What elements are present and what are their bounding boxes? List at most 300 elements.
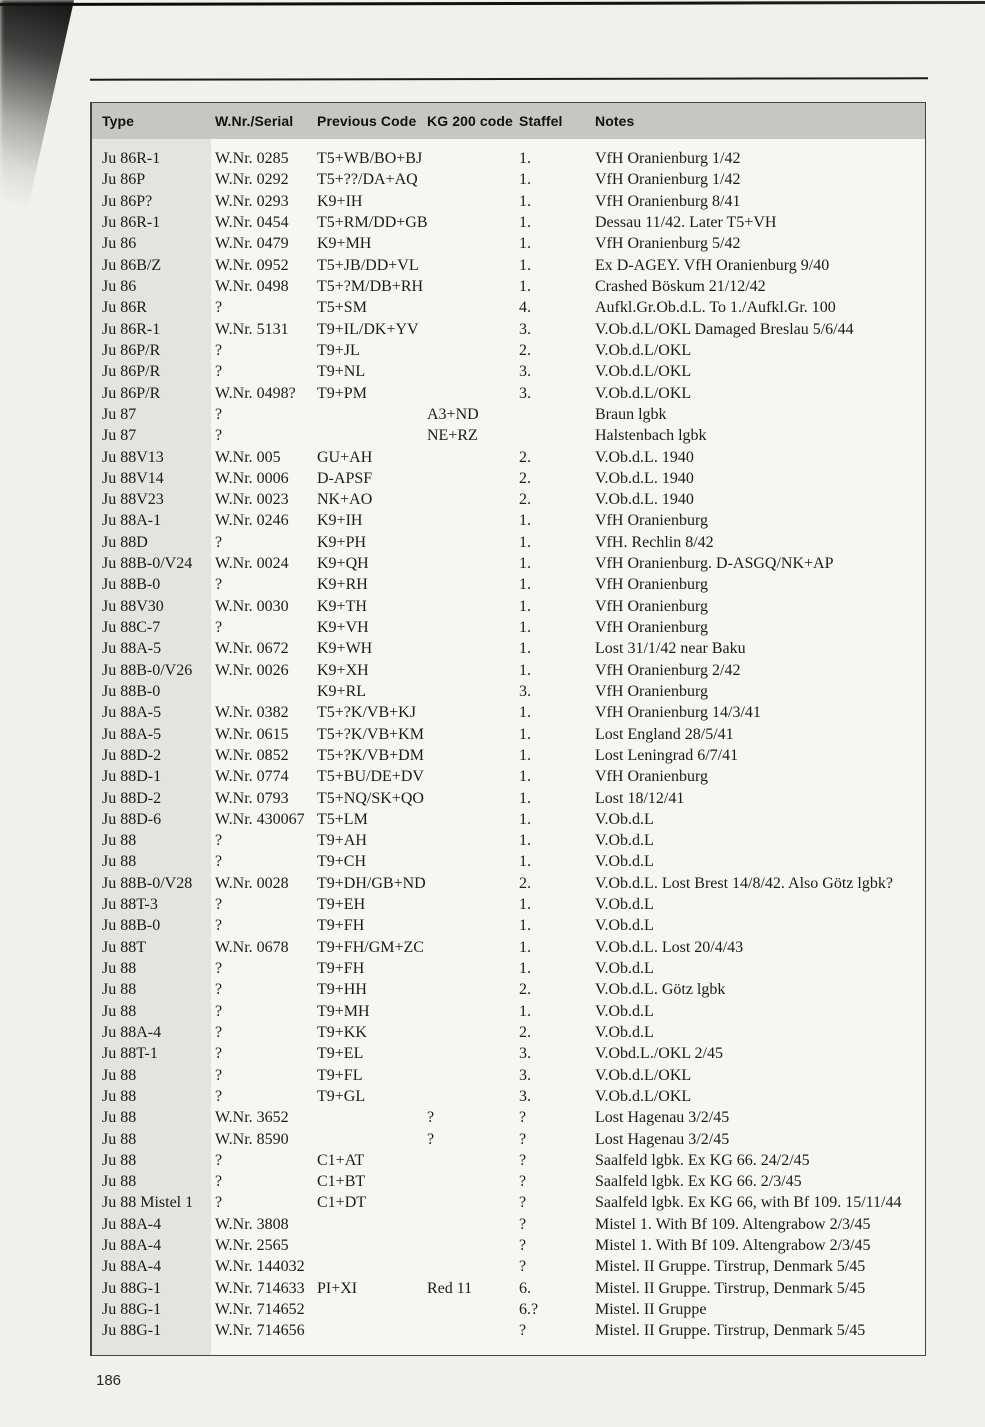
cell-serial: ?	[215, 896, 223, 914]
cell-notes: V.Ob.d.L/OKL	[595, 363, 692, 381]
cell-notes: V.Ob.d.L/OKL Damaged Breslau 5/6/44	[595, 320, 854, 338]
cell-notes: V.Ob.d.L	[595, 1002, 654, 1020]
cell-notes: VfH Oranienburg 1/42	[595, 171, 741, 189]
cell-type: Ju 88B-0	[102, 917, 161, 935]
cell-notes: V.Ob.d.L	[595, 1023, 654, 1041]
cell-previous-code: T5+?M/DB+RH	[317, 278, 424, 296]
cell-staffel: 1.	[519, 597, 531, 615]
cell-staffel: 1.	[519, 746, 531, 764]
table-row	[92, 297, 925, 318]
cell-notes: Mistel. II Gruppe. Tirstrup, Denmark 5/45	[595, 1279, 866, 1297]
cell-notes: Braun lgbk	[595, 405, 667, 423]
cell-kg200-code: ?	[427, 1109, 435, 1127]
cell-staffel: 6.?	[519, 1301, 539, 1319]
cell-previous-code: K9+MH	[317, 235, 372, 253]
cell-previous-code: T5+?K/VB+DM	[317, 746, 424, 764]
cell-previous-code: T9+EL	[317, 1045, 364, 1063]
cell-serial: W.Nr. 0026	[215, 661, 289, 679]
cell-type: Ju 88G-1	[102, 1279, 162, 1297]
cell-staffel: ?	[519, 1173, 527, 1191]
table-row	[92, 1043, 925, 1064]
cell-type: Ju 88A-5	[102, 640, 162, 658]
table-row	[92, 873, 925, 894]
cell-notes: V.Ob.d.L/OKL	[595, 1087, 692, 1105]
cell-staffel: 1.	[519, 938, 531, 956]
cell-serial: ?	[215, 341, 223, 359]
cell-staffel: 1.	[519, 256, 531, 274]
cell-kg200-code: A3+ND	[427, 405, 479, 423]
cell-type: Ju 88B-0/V26	[102, 661, 193, 679]
table-row	[92, 382, 925, 403]
table-row	[92, 638, 925, 659]
table-row	[92, 681, 925, 702]
cell-type: Ju 88	[102, 832, 137, 850]
cell-type: Ju 86R-1	[102, 320, 161, 338]
cell-type: Ju 86R-1	[102, 214, 161, 232]
cell-staffel: 2.	[519, 448, 531, 466]
cell-previous-code: T5+JB/DD+VL	[317, 256, 419, 274]
cell-notes: VfH Oranienburg	[595, 768, 709, 786]
cell-notes: V.Ob.d.L. 1940	[595, 469, 694, 487]
cell-serial: W.Nr. 3808	[215, 1215, 289, 1233]
table-row	[92, 446, 925, 467]
cell-previous-code: K9+TH	[317, 597, 367, 615]
header-serial: W.Nr./Serial	[215, 113, 294, 129]
cell-previous-code: C1+BT	[317, 1173, 366, 1191]
cell-serial: ?	[215, 917, 223, 935]
cell-previous-code: T5+NQ/SK+QO	[317, 789, 424, 807]
header-previous-code: Previous Code	[317, 113, 417, 129]
cell-type: Ju 86P/R	[102, 341, 161, 359]
cell-serial: W.Nr. 0479	[215, 235, 289, 253]
table-row	[92, 489, 925, 510]
table-row	[92, 169, 925, 190]
cell-staffel: 1.	[519, 150, 531, 168]
table-row	[92, 276, 925, 297]
cell-staffel: 3.	[519, 384, 531, 402]
table-row	[92, 319, 925, 340]
cell-serial: W.Nr. 0774	[215, 768, 289, 786]
cell-previous-code: T9+FH	[317, 960, 365, 978]
table-row	[92, 745, 925, 766]
cell-type: Ju 88 Mistel 1	[102, 1194, 194, 1212]
cell-type: Ju 86P?	[102, 192, 153, 210]
cell-type: Ju 88A-4	[102, 1023, 162, 1041]
cell-serial: ?	[215, 960, 223, 978]
cell-staffel: 1.	[519, 725, 531, 743]
cell-notes: VfH Oranienburg. D-ASGQ/NK+AP	[595, 555, 834, 573]
table-row	[92, 958, 925, 979]
cell-type: Ju 88G-1	[102, 1301, 162, 1319]
cell-staffel: 1.	[519, 192, 531, 210]
cell-notes: V.Ob.d.L. Lost 20/4/43	[595, 938, 744, 956]
cell-previous-code: T5+?K/VB+KM	[317, 725, 424, 743]
table-row	[92, 1214, 925, 1235]
cell-previous-code: T5+WB/BO+BJ	[317, 150, 423, 168]
cell-serial: W.Nr. 714652	[215, 1301, 305, 1319]
cell-previous-code: GU+AH	[317, 448, 373, 466]
cell-notes: V.Ob.d.L. Lost Brest 14/8/42. Also Götz lgbk?	[595, 874, 893, 892]
cell-type: Ju 88V13	[102, 448, 164, 466]
table-row	[92, 404, 925, 425]
cell-serial: W.Nr. 714656	[215, 1322, 305, 1340]
cell-serial: W.Nr. 0030	[215, 597, 289, 615]
cell-previous-code: T5+??/DA+AQ	[317, 171, 418, 189]
cell-serial: ?	[215, 299, 223, 317]
cell-type: Ju 88T	[102, 938, 146, 956]
cell-staffel: 2.	[519, 491, 531, 509]
cell-previous-code: T9+MH	[317, 1002, 370, 1020]
cell-serial: ?	[215, 427, 223, 445]
cell-previous-code: T9+NL	[317, 363, 366, 381]
cell-serial: W.Nr. 2565	[215, 1237, 289, 1255]
cell-staffel: 1.	[519, 214, 531, 232]
cell-notes: V.Ob.d.L	[595, 853, 654, 871]
cell-previous-code: K9+RH	[317, 576, 368, 594]
cell-notes: Lost England 28/5/41	[595, 725, 734, 743]
cell-notes: Mistel. II Gruppe	[595, 1301, 707, 1319]
table-row	[92, 937, 925, 958]
cell-previous-code: T5+SM	[317, 299, 367, 317]
table-row	[92, 1192, 925, 1213]
table-row	[92, 1256, 925, 1277]
cell-staffel: 1.	[519, 533, 531, 551]
table-row	[92, 702, 925, 723]
cell-staffel: 1.	[519, 278, 531, 296]
cell-type: Ju 88	[102, 1087, 137, 1105]
cell-staffel: 2.	[519, 981, 531, 999]
cell-notes: Mistel 1. With Bf 109. Altengrabow 2/3/45	[595, 1215, 871, 1233]
cell-staffel: 1.	[519, 576, 531, 594]
cell-staffel: 2.	[519, 341, 531, 359]
cell-serial: W.Nr. 0292	[215, 171, 289, 189]
cell-serial: W.Nr. 0023	[215, 491, 289, 509]
cell-serial: W.Nr. 5131	[215, 320, 289, 338]
cell-previous-code: T9+HH	[317, 981, 367, 999]
cell-type: Ju 86R-1	[102, 150, 161, 168]
cell-type: Ju 86	[102, 235, 137, 253]
cell-type: Ju 88	[102, 981, 137, 999]
cell-serial: ?	[215, 1002, 223, 1020]
table-row	[92, 1171, 925, 1192]
cell-notes: VfH Oranienburg 5/42	[595, 235, 741, 253]
cell-staffel: 1.	[519, 512, 531, 530]
header-staffel: Staffel	[519, 113, 563, 129]
cell-serial: ?	[215, 1151, 223, 1169]
cell-staffel: 3.	[519, 1045, 531, 1063]
cell-previous-code: T5+BU/DE+DV	[317, 768, 424, 786]
cell-notes: Dessau 11/42. Later T5+VH	[595, 214, 777, 232]
cell-type: Ju 88	[102, 853, 137, 871]
cell-type: Ju 88T-1	[102, 1045, 158, 1063]
cell-type: Ju 88B-0	[102, 682, 161, 700]
cell-notes: Mistel. II Gruppe. Tirstrup, Denmark 5/45	[595, 1322, 866, 1340]
cell-serial: W.Nr. 0793	[215, 789, 289, 807]
cell-notes: Ex D-AGEY. VfH Oranienburg 9/40	[595, 256, 830, 274]
cell-staffel: 3.	[519, 320, 531, 338]
cell-staffel: 1.	[519, 960, 531, 978]
table-row	[92, 574, 925, 595]
table-body	[92, 148, 925, 1342]
cell-staffel: 1.	[519, 619, 531, 637]
cell-serial: W.Nr. 0382	[215, 704, 289, 722]
cell-notes: Lost Leningrad 6/7/41	[595, 746, 739, 764]
cell-type: Ju 88A-4	[102, 1258, 162, 1276]
cell-previous-code: T9+DH/GB+ND	[317, 874, 426, 892]
cell-previous-code: D-APSF	[317, 469, 373, 487]
cell-type: Ju 88A-1	[102, 512, 162, 530]
cell-type: Ju 88D-1	[102, 768, 162, 786]
cell-staffel: 1.	[519, 832, 531, 850]
scan-edge-artifact	[0, 1, 985, 6]
cell-type: Ju 88A-4	[102, 1215, 162, 1233]
cell-type: Ju 88B-0/V24	[102, 555, 193, 573]
cell-type: Ju 88A-5	[102, 704, 162, 722]
cell-type: Ju 88V30	[102, 597, 164, 615]
cell-notes: V.Ob.d.L	[595, 810, 654, 828]
cell-serial: W.Nr. 0454	[215, 214, 289, 232]
cell-type: Ju 86P/R	[102, 384, 161, 402]
cell-serial: ?	[215, 832, 223, 850]
cell-staffel: 1.	[519, 235, 531, 253]
table-row	[92, 1299, 925, 1320]
cell-previous-code: K9+QH	[317, 555, 369, 573]
table-row	[92, 617, 925, 638]
table-row	[92, 596, 925, 617]
cell-previous-code: K9+PH	[317, 533, 367, 551]
cell-type: Ju 88D-2	[102, 746, 162, 764]
table-row	[92, 1107, 925, 1128]
cell-previous-code: T9+GL	[317, 1087, 366, 1105]
cell-type: Ju 87	[102, 405, 137, 423]
table-row	[92, 766, 925, 787]
cell-previous-code: T9+CH	[317, 853, 367, 871]
cell-notes: V.Ob.d.L/OKL	[595, 1066, 692, 1084]
cell-previous-code: C1+AT	[317, 1151, 365, 1169]
cell-staffel: 1.	[519, 1002, 531, 1020]
cell-staffel: 2.	[519, 1023, 531, 1041]
table-row	[92, 915, 925, 936]
cell-notes: VfH. Rechlin 8/42	[595, 533, 714, 551]
cell-type: Ju 88	[102, 1109, 137, 1127]
table-row	[92, 361, 925, 382]
cell-staffel: 3.	[519, 1066, 531, 1084]
table-row	[92, 1320, 925, 1341]
cell-type: Ju 88T-3	[102, 896, 158, 914]
cell-notes: VfH Oranienburg	[595, 682, 709, 700]
cell-type: Ju 88V23	[102, 491, 164, 509]
table-row	[92, 553, 925, 574]
cell-notes: Lost 18/12/41	[595, 789, 685, 807]
cell-serial: ?	[215, 1023, 223, 1041]
table-row	[92, 1150, 925, 1171]
cell-type: Ju 86P	[102, 171, 146, 189]
cell-notes: Halstenbach lgbk	[595, 427, 707, 445]
table-row	[92, 425, 925, 446]
cell-staffel: 1.	[519, 896, 531, 914]
cell-previous-code: NK+AO	[317, 491, 373, 509]
cell-serial: W.Nr. 0028	[215, 874, 289, 892]
cell-serial: W.Nr. 0678	[215, 938, 289, 956]
cell-serial: ?	[215, 981, 223, 999]
cell-notes: VfH Oranienburg	[595, 619, 709, 637]
cell-previous-code: T9+FH	[317, 917, 365, 935]
cell-notes: V.Ob.d.L. 1940	[595, 448, 694, 466]
cell-type: Ju 88B-0	[102, 576, 161, 594]
cell-notes: V.Obd.L./OKL 2/45	[595, 1045, 723, 1063]
cell-previous-code: K9+IH	[317, 192, 363, 210]
table-row	[92, 830, 925, 851]
cell-serial: W.Nr. 430067	[215, 810, 305, 828]
cell-serial: W.Nr. 0672	[215, 640, 289, 658]
cell-notes: V.Ob.d.L/OKL	[595, 384, 692, 402]
cell-serial: W.Nr. 0615	[215, 725, 289, 743]
cell-serial: W.Nr. 0498	[215, 278, 289, 296]
cell-staffel: 1.	[519, 917, 531, 935]
cell-notes: Mistel 1. With Bf 109. Altengrabow 2/3/45	[595, 1237, 871, 1255]
cell-staffel: ?	[519, 1215, 527, 1233]
cell-notes: VfH Oranienburg 8/41	[595, 192, 741, 210]
cell-previous-code: K9+WH	[317, 640, 373, 658]
table-row	[92, 532, 925, 553]
cell-kg200-code: NE+RZ	[427, 427, 478, 445]
cell-type: Ju 88D-6	[102, 810, 162, 828]
cell-previous-code: T9+FL	[317, 1066, 363, 1084]
table-row	[92, 1022, 925, 1043]
cell-staffel: 1.	[519, 853, 531, 871]
cell-previous-code: K9+XH	[317, 661, 369, 679]
cell-staffel: 3.	[519, 682, 531, 700]
cell-type: Ju 86R	[102, 299, 147, 317]
cell-serial: W.Nr. 0293	[215, 192, 289, 210]
cell-notes: Lost 31/1/42 near Baku	[595, 640, 746, 658]
cell-notes: Saalfeld lgbk. Ex KG 66. 24/2/45	[595, 1151, 810, 1169]
cell-staffel: ?	[519, 1194, 527, 1212]
cell-serial: W.Nr. 0285	[215, 150, 289, 168]
cell-type: Ju 88V14	[102, 469, 164, 487]
cell-type: Ju 88B-0/V28	[102, 874, 193, 892]
cell-previous-code: T9+JL	[317, 341, 360, 359]
cell-notes: VfH Oranienburg 14/3/41	[595, 704, 761, 722]
cell-notes: Aufkl.Gr.Ob.d.L. To 1./Aufkl.Gr. 100	[595, 299, 836, 317]
cell-notes: VfH Oranienburg 1/42	[595, 150, 741, 168]
cell-type: Ju 88	[102, 1173, 137, 1191]
table-row	[92, 1235, 925, 1256]
cell-staffel: ?	[519, 1151, 527, 1169]
cell-serial: ?	[215, 1194, 223, 1212]
cell-staffel: ?	[519, 1130, 527, 1148]
cell-serial: W.Nr. 144032	[215, 1258, 305, 1276]
table-row	[92, 851, 925, 872]
table-row	[92, 468, 925, 489]
cell-previous-code: C1+DT	[317, 1194, 367, 1212]
cell-type: Ju 88	[102, 960, 137, 978]
table-row	[92, 148, 925, 169]
cell-staffel: 6.	[519, 1279, 531, 1297]
cell-notes: Lost Hagenau 3/2/45	[595, 1130, 730, 1148]
cell-notes: Lost Hagenau 3/2/45	[595, 1109, 730, 1127]
cell-notes: V.Ob.d.L. Götz lgbk	[595, 981, 726, 999]
cell-notes: Saalfeld lgbk. Ex KG 66. 2/3/45	[595, 1173, 802, 1191]
top-rule	[90, 77, 928, 80]
table-row	[92, 1064, 925, 1085]
table-row	[92, 191, 925, 212]
table-row	[92, 1001, 925, 1022]
cell-previous-code: K9+IH	[317, 512, 363, 530]
cell-staffel: ?	[519, 1322, 527, 1340]
cell-notes: V.Ob.d.L	[595, 960, 654, 978]
cell-notes: V.Ob.d.L	[595, 832, 654, 850]
cell-serial: W.Nr. 0024	[215, 555, 289, 573]
cell-serial: ?	[215, 1045, 223, 1063]
cell-previous-code: T9+IL/DK+YV	[317, 320, 419, 338]
cell-type: Ju 87	[102, 427, 137, 445]
cell-notes: V.Ob.d.L	[595, 917, 654, 935]
table-row	[92, 723, 925, 744]
cell-type: Ju 88D-2	[102, 789, 162, 807]
cell-serial: ?	[215, 1173, 223, 1191]
cell-kg200-code: Red 11	[427, 1279, 473, 1297]
cell-type: Ju 88	[102, 1151, 137, 1169]
cell-notes: VfH Oranienburg 2/42	[595, 661, 741, 679]
table-row	[92, 212, 925, 233]
cell-type: Ju 88C-7	[102, 619, 161, 637]
cell-type: Ju 86	[102, 278, 137, 296]
cell-staffel: 2.	[519, 469, 531, 487]
cell-previous-code: T9+EH	[317, 896, 366, 914]
cell-notes: Saalfeld lgbk. Ex KG 66, with Bf 109. 15/11/44	[595, 1194, 902, 1212]
cell-previous-code: K9+RL	[317, 682, 367, 700]
cell-notes: V.Ob.d.L	[595, 896, 654, 914]
cell-type: Ju 86B/Z	[102, 256, 162, 274]
cell-staffel: 1.	[519, 789, 531, 807]
aircraft-table	[90, 102, 926, 1356]
cell-staffel: 3.	[519, 363, 531, 381]
cell-serial: W.Nr. 714633	[215, 1279, 305, 1297]
cell-serial: W.Nr. 0952	[215, 256, 289, 274]
cell-notes: VfH Oranienburg	[595, 512, 709, 530]
cell-notes: V.Ob.d.L. 1940	[595, 491, 694, 509]
cell-previous-code: K9+VH	[317, 619, 369, 637]
cell-notes: V.Ob.d.L/OKL	[595, 341, 692, 359]
cell-staffel: 1.	[519, 810, 531, 828]
cell-staffel: 1.	[519, 640, 531, 658]
cell-staffel: 3.	[519, 1087, 531, 1105]
cell-staffel: ?	[519, 1237, 527, 1255]
cell-serial: ?	[215, 1066, 223, 1084]
cell-previous-code: PI+XI	[317, 1279, 358, 1297]
cell-type: Ju 88	[102, 1002, 137, 1020]
cell-serial: W.Nr. 8590	[215, 1130, 289, 1148]
cell-notes: Crashed Böskum 21/12/42	[595, 278, 766, 296]
cell-previous-code: T9+AH	[317, 832, 367, 850]
header-kg200-code: KG 200 code	[427, 113, 513, 129]
table-row	[92, 1278, 925, 1299]
table-row	[92, 510, 925, 531]
cell-previous-code: T9+KK	[317, 1023, 367, 1041]
cell-notes: Mistel. II Gruppe. Tirstrup, Denmark 5/45	[595, 1258, 866, 1276]
cell-type: Ju 88	[102, 1066, 137, 1084]
cell-type: Ju 86P/R	[102, 363, 161, 381]
cell-serial: ?	[215, 533, 223, 551]
table-row	[92, 787, 925, 808]
table-row	[92, 340, 925, 361]
cell-previous-code: T5+?K/VB+KJ	[317, 704, 416, 722]
cell-serial: W.Nr. 0852	[215, 746, 289, 764]
table-row	[92, 1086, 925, 1107]
cell-serial: W.Nr. 0246	[215, 512, 289, 530]
cell-kg200-code: ?	[427, 1130, 435, 1148]
